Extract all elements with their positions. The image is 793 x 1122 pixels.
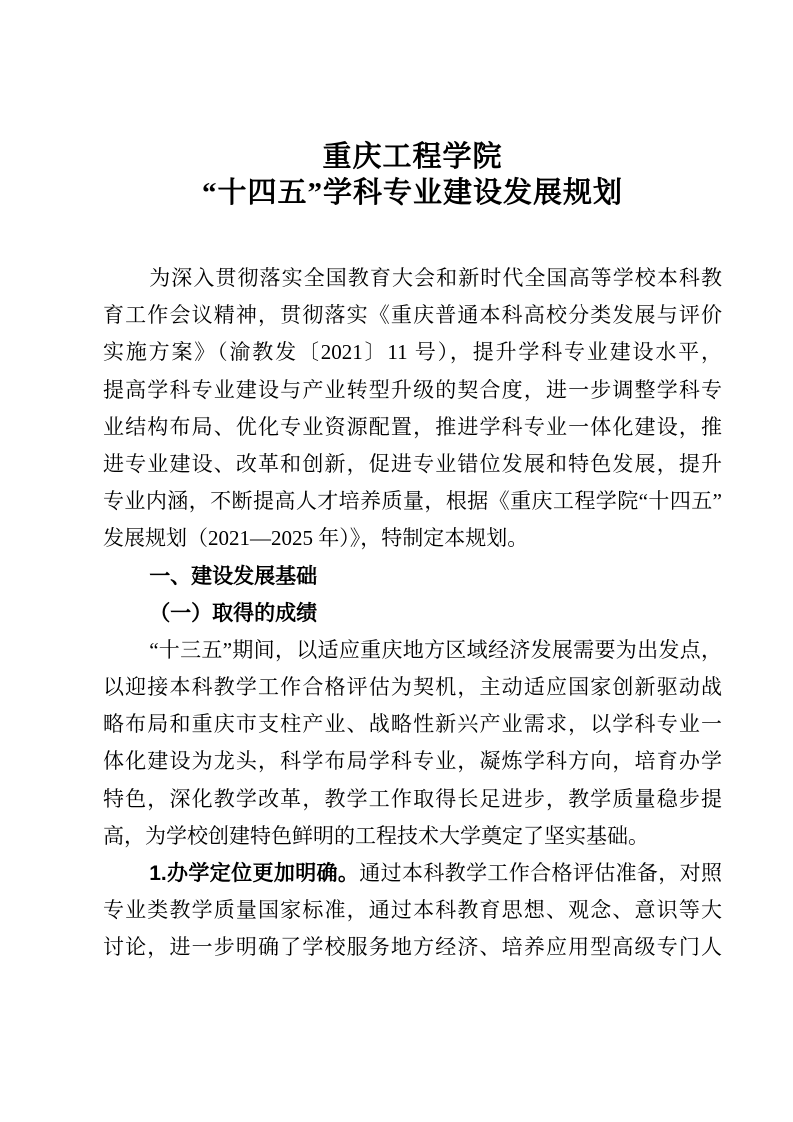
paragraph2-line: 略布局和重庆市支柱产业、战略性新兴产业需求，以学科专业一 [103, 712, 722, 737]
paragraph3-bold-lead: 1.办学定位更加明确。 [149, 862, 360, 885]
paragraph2-line: 以迎接本科教学工作合格评估为契机，主动适应国家创新驱动战 [103, 675, 722, 700]
paragraph3-line1-rest: 通过本科教学工作合格评估准备，对照 [359, 861, 722, 885]
document-body [103, 260, 722, 967]
subsection-heading: （一）取得的成绩 [149, 600, 318, 625]
paragraph3-line: 专业类教学质量国家标准，通过本科教育思想、观念、意识等大 [103, 898, 722, 923]
paragraph2-line: 高，为学校创建特色鲜明的工程技术大学奠定了坚实基础。 [103, 823, 649, 848]
paragraph1-line: 进专业建设、改革和创新，促进专业错位发展和特色发展，提升 [103, 451, 722, 476]
paragraph1-line: 专业内涵，不断提高人才培养质量，根据《重庆工程学院“十四五” [103, 489, 722, 514]
paragraph2-line: “十三五”期间，以适应重庆地方区域经济发展需要为出发点， [149, 637, 722, 662]
paragraph3-line [103, 855, 722, 892]
title-line-1: 重庆工程学院 [322, 141, 503, 173]
paragraph2-line: 体化建设为龙头，科学布局学科专业，凝炼学科方向，培育办学 [103, 749, 722, 774]
paragraph1-line: 提高学科专业建设与产业转型升级的契合度，进一步调整学科专 [103, 377, 722, 402]
paragraph1-line: 实施方案》（渝教发〔2021〕11 号），提升学科专业建设水平， [103, 340, 722, 365]
paragraph1-line: 为深入贯彻落实全国教育大会和新时代全国高等学校本科教 [149, 266, 722, 290]
section-heading: 一、建设发展基础 [149, 564, 318, 588]
document-title [103, 139, 722, 211]
paragraph3-line: 讨论，进一步明确了学校服务地方经济、培养应用型高级专门人 [103, 935, 722, 960]
paragraph2-line: 特色，深化教学改革，教学工作取得长足进步，教学质量稳步提 [103, 786, 722, 811]
paragraph1-line: 业结构布局、优化专业资源配置，推进学科专业一体化建设，推 [103, 414, 722, 439]
paragraph1-line: 发展规划（2021—2025 年）》，特制定本规划。 [103, 526, 529, 551]
paragraph1-line: 育工作会议精神，贯彻落实《重庆普通本科高校分类发展与评价 [103, 303, 722, 328]
title-line-2: “十四五”学科专业建设发展规划 [201, 177, 623, 209]
